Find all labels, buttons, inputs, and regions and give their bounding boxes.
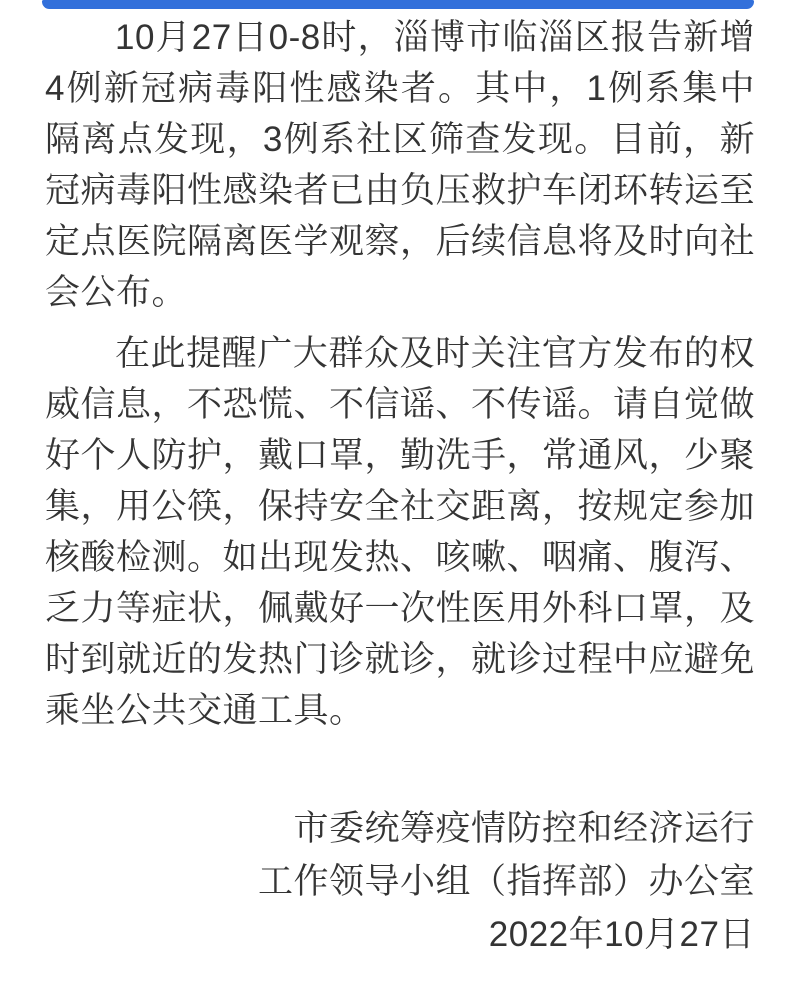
- top-accent-bar: [42, 0, 754, 9]
- signature-block: [45, 802, 755, 961]
- signature-org-line-2: 工作领导小组（指挥部）办公室: [257, 862, 755, 901]
- signature-org-line-1: 市委统筹疫情防控和经济运行: [293, 809, 755, 848]
- signature-date: 2022年10月27日: [488, 915, 755, 954]
- notice-paragraph-2: 在此提醒广大群众及时关注官方发布的权威信息，不恐慌、不信谣、不传谣。请自觉做好个人防护，戴口罩，勤洗手，常通风，少聚集，用公筷，保持安全社交距离，按规定参加核酸检测。如出现发热、咳嗽、咽痛、腹泻、乏力等症状，佩戴好一次性医用外科口罩，及时到就近的发热门诊就诊，就诊过程中应避免乘坐公共交通工具。: [45, 334, 756, 730]
- notice-paragraph-1: 10月27日0-8时，淄博市临淄区报告新增4例新冠病毒阳性感染者。其中，1例系集中隔离点发现，3例系社区筛查发现。目前，新冠病毒阳性感染者已由负压救护车闭环转运至定点医院隔离医学观察，后续信息将及时向社会公布。: [45, 18, 756, 312]
- notice-body: [45, 12, 755, 961]
